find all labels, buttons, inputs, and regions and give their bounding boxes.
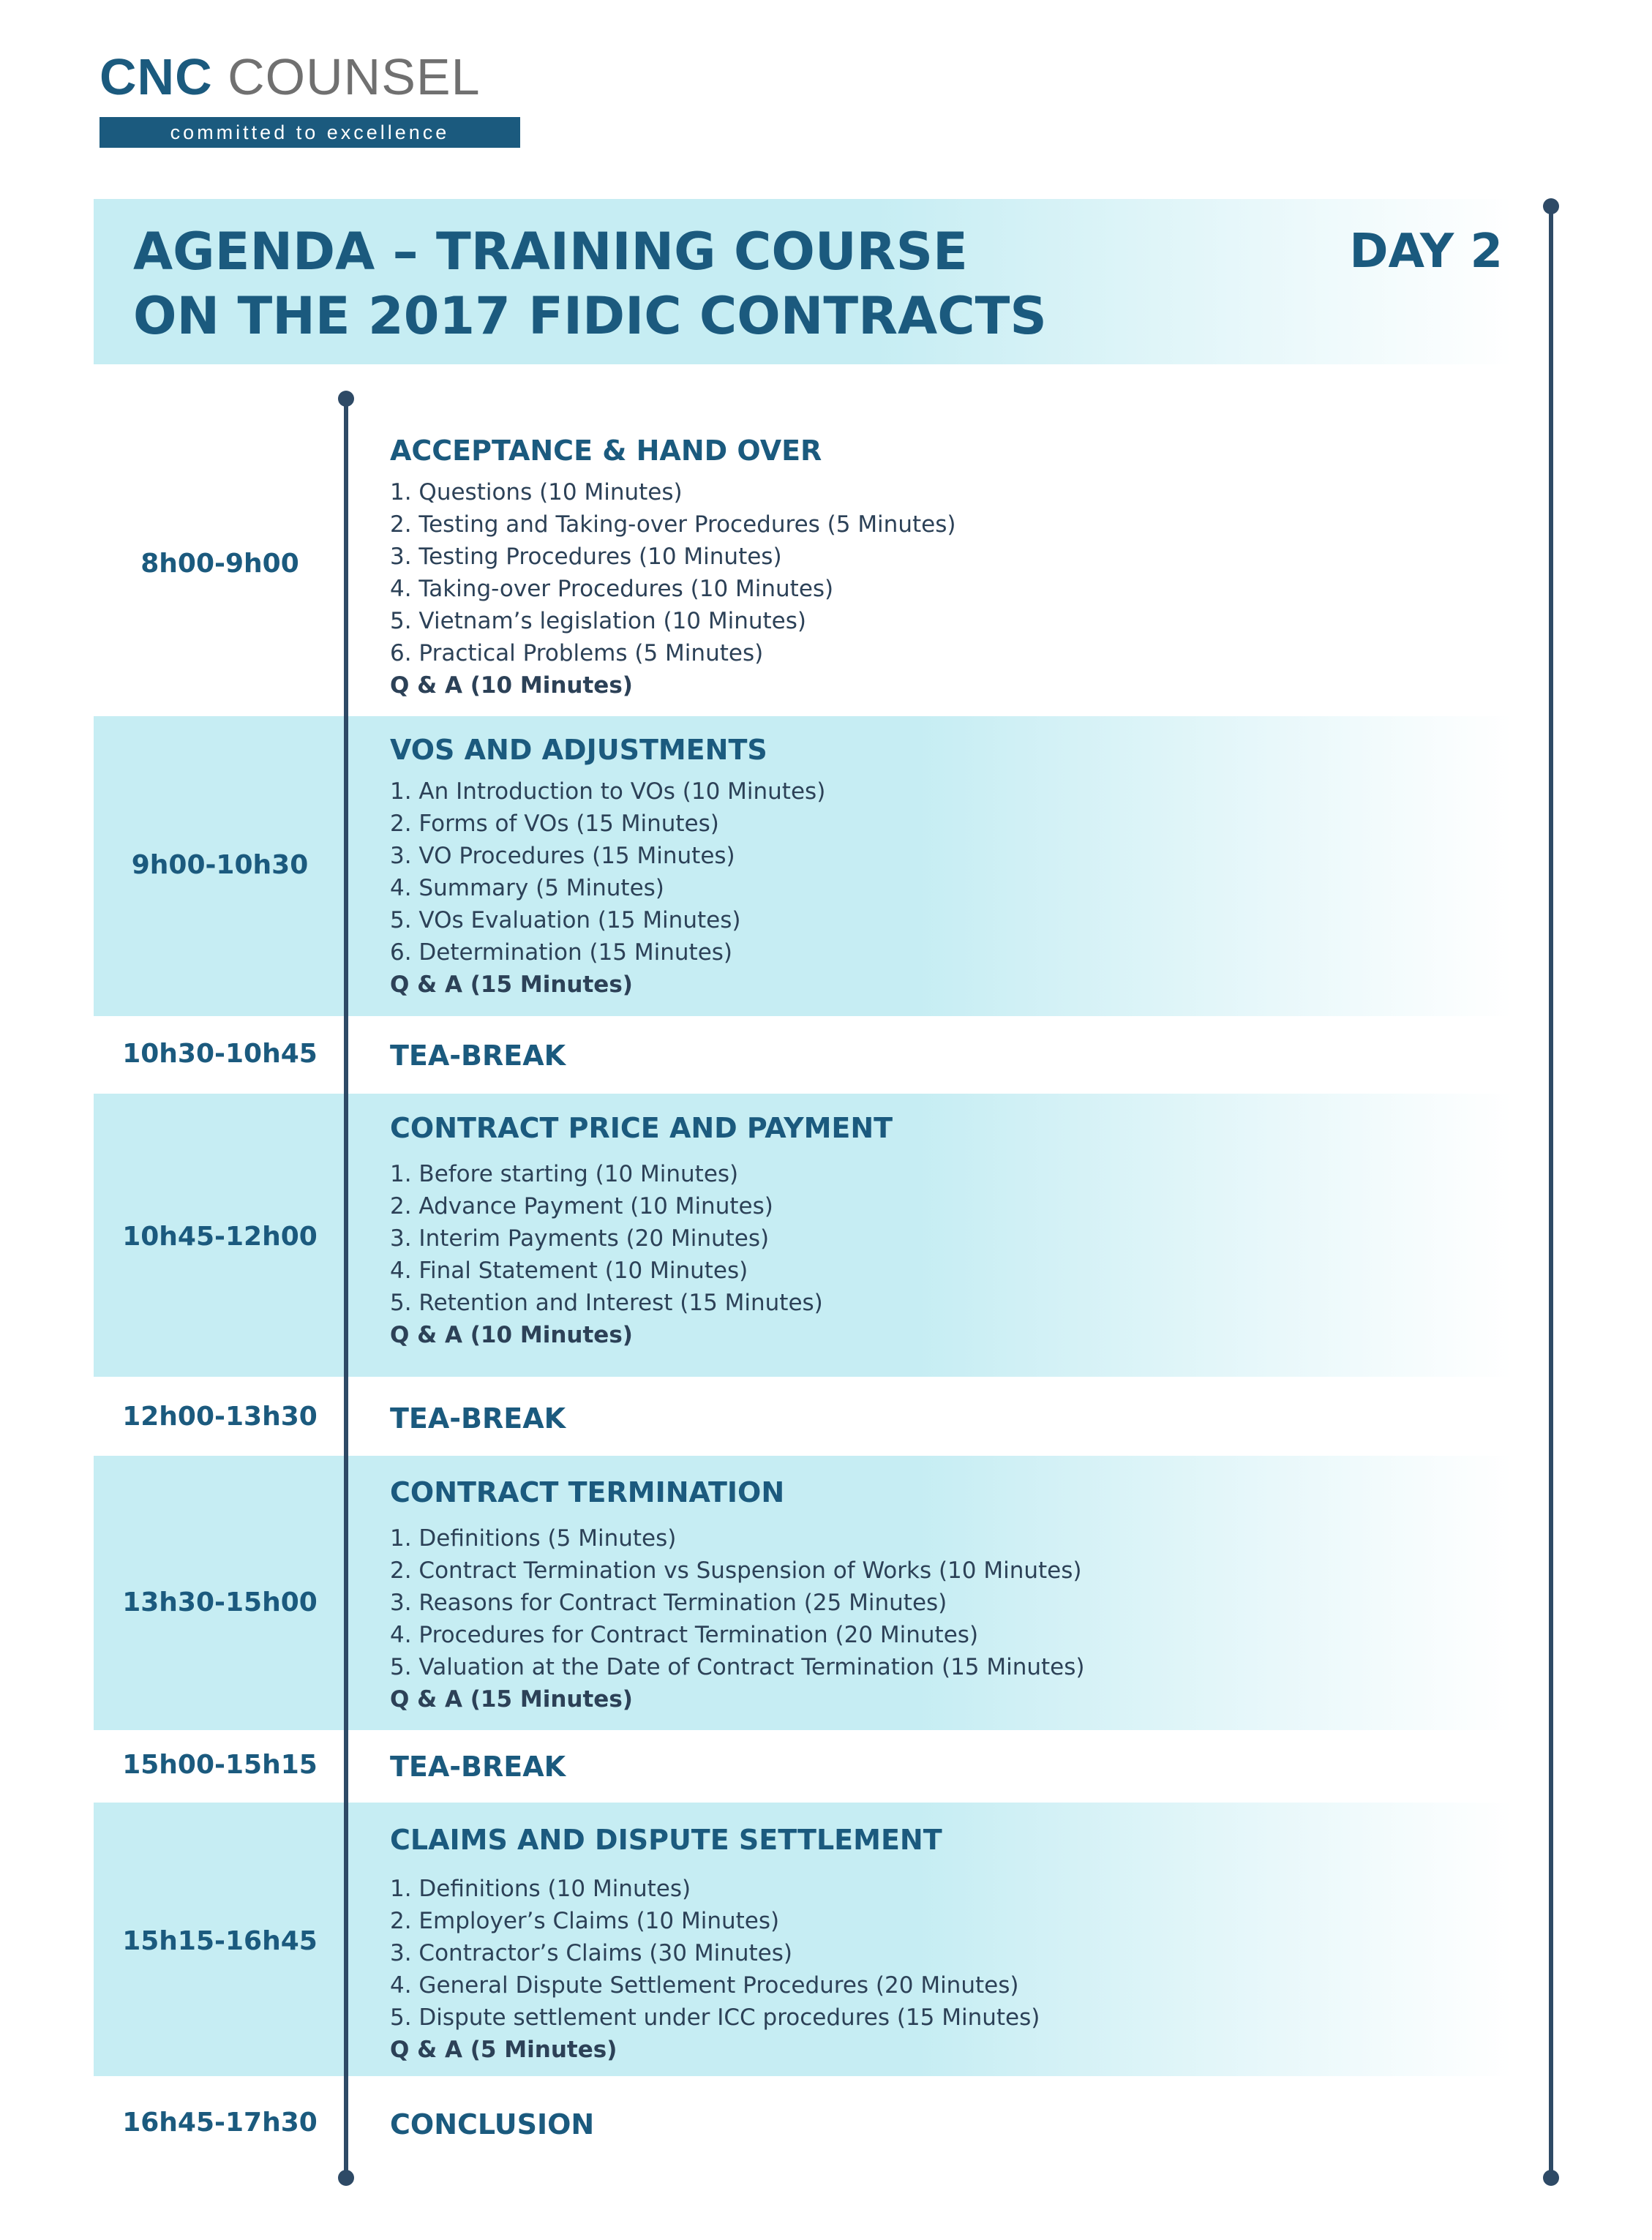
page-title	[133, 219, 1047, 348]
slot-time: 10h45-12h00	[122, 1222, 318, 1252]
slot-time: 15h00-15h15	[122, 1750, 318, 1780]
slot-time: 10h30-10h45	[122, 1039, 318, 1069]
slot-time: 13h30-15h00	[122, 1587, 318, 1617]
session-title: CONTRACT PRICE AND PAYMENT	[390, 1112, 893, 1144]
session-qa: Q & A (15 Minutes)	[390, 971, 633, 998]
session-item: 5. VOs Evaluation (15 Minutes)	[390, 907, 741, 933]
session-items	[390, 1522, 1487, 1715]
logo-name-light: COUNSEL	[228, 48, 481, 105]
session-items	[390, 775, 1487, 1001]
break-title: TEA-BREAK	[390, 1040, 566, 1072]
slot-content	[390, 1037, 1487, 1074]
right-timeline-dot-top	[1543, 198, 1559, 214]
slot-content	[390, 1400, 1487, 1437]
logo-tagline: committed to excellence	[100, 117, 520, 148]
session-item: 2. Forms of VOs (15 Minutes)	[390, 811, 719, 837]
session-items	[390, 1158, 1487, 1351]
session-qa: Q & A (10 Minutes)	[390, 1322, 633, 1348]
session-item: 4. Procedures for Contract Termination (20 Minutes)	[390, 1622, 979, 1648]
slot-content	[390, 1474, 1487, 1715]
slot-content	[390, 1748, 1487, 1785]
session-item: 2. Testing and Taking-over Procedures (5 Minutes)	[390, 511, 956, 538]
session-item: 1. An Introduction to VOs (10 Minutes)	[390, 778, 826, 805]
session-item: 1. Definitions (5 Minutes)	[390, 1525, 677, 1552]
session-item: 5. Dispute settlement under ICC procedures (15 Minutes)	[390, 2004, 1040, 2031]
slot-time: 8h00-9h00	[140, 549, 299, 579]
left-timeline-dot-top	[338, 391, 354, 407]
session-item: 1. Questions (10 Minutes)	[390, 479, 683, 505]
slot-content	[390, 732, 1487, 1001]
slot-time: 15h15-16h45	[122, 1926, 318, 1956]
session-item: 3. Contractor’s Claims (30 Minutes)	[390, 1940, 792, 1966]
session-item: 5. Retention and Interest (15 Minutes)	[390, 1290, 823, 1316]
left-timeline-line	[344, 399, 348, 2176]
conclusion-title: CONCLUSION	[390, 2108, 595, 2141]
session-item: 4. Final Statement (10 Minutes)	[390, 1258, 748, 1284]
logo-name-bold: CNC	[100, 48, 213, 105]
break-title: TEA-BREAK	[390, 1402, 566, 1435]
slot-content	[390, 1822, 1487, 2066]
session-item: 6. Determination (15 Minutes)	[390, 939, 733, 966]
session-qa: Q & A (15 Minutes)	[390, 1686, 633, 1713]
session-item: 2. Contract Termination vs Suspension of Works (10 Minutes)	[390, 1557, 1082, 1584]
session-items	[390, 1873, 1487, 2066]
session-item: 4. Taking-over Procedures (10 Minutes)	[390, 576, 834, 602]
session-item: 3. Reasons for Contract Termination (25 Minutes)	[390, 1590, 947, 1616]
session-items	[390, 476, 1487, 702]
session-item: 2. Advance Payment (10 Minutes)	[390, 1193, 773, 1219]
session-title: ACCEPTANCE & HAND OVER	[390, 435, 822, 467]
session-item: 5. Valuation at the Date of Contract Termination (15 Minutes)	[390, 1654, 1085, 1680]
session-title: CLAIMS AND DISPUTE SETTLEMENT	[390, 1824, 942, 1856]
session-item: 5. Vietnam’s legislation (10 Minutes)	[390, 608, 806, 634]
session-item: 1. Definitions (10 Minutes)	[390, 1876, 691, 1902]
slot-time: 16h45-17h30	[122, 2108, 318, 2138]
session-title: CONTRACT TERMINATION	[390, 1476, 785, 1508]
session-item: 6. Practical Problems (5 Minutes)	[390, 640, 764, 666]
slot-content	[390, 432, 1487, 702]
left-timeline-dot-bottom	[338, 2170, 354, 2186]
session-qa: Q & A (5 Minutes)	[390, 2037, 617, 2063]
slot-time: 12h00-13h30	[122, 1402, 318, 1432]
session-item: 3. VO Procedures (15 Minutes)	[390, 843, 735, 869]
logo	[100, 48, 520, 148]
session-title: VOS AND ADJUSTMENTS	[390, 734, 767, 766]
right-timeline-dot-bottom	[1543, 2170, 1559, 2186]
logo-name	[100, 48, 520, 105]
page-title-line1: AGENDA – TRAINING COURSE	[133, 222, 968, 282]
session-item: 2. Employer’s Claims (10 Minutes)	[390, 1908, 780, 1934]
day-label: DAY 2	[1349, 225, 1503, 279]
session-item: 3. Testing Procedures (10 Minutes)	[390, 544, 782, 570]
page-title-line2: ON THE 2017 FIDIC CONTRACTS	[133, 286, 1047, 346]
break-title: TEA-BREAK	[390, 1751, 566, 1783]
right-timeline-line	[1549, 206, 1553, 2178]
session-item: 3. Interim Payments (20 Minutes)	[390, 1225, 770, 1252]
session-qa: Q & A (10 Minutes)	[390, 672, 633, 699]
session-item: 1. Before starting (10 Minutes)	[390, 1161, 739, 1187]
slot-content	[390, 2106, 1487, 2143]
slot-time: 9h00-10h30	[131, 850, 309, 880]
session-item: 4. General Dispute Settlement Procedures (20 Minutes)	[390, 1972, 1019, 1999]
slot-content	[390, 1110, 1487, 1351]
session-item: 4. Summary (5 Minutes)	[390, 875, 664, 901]
